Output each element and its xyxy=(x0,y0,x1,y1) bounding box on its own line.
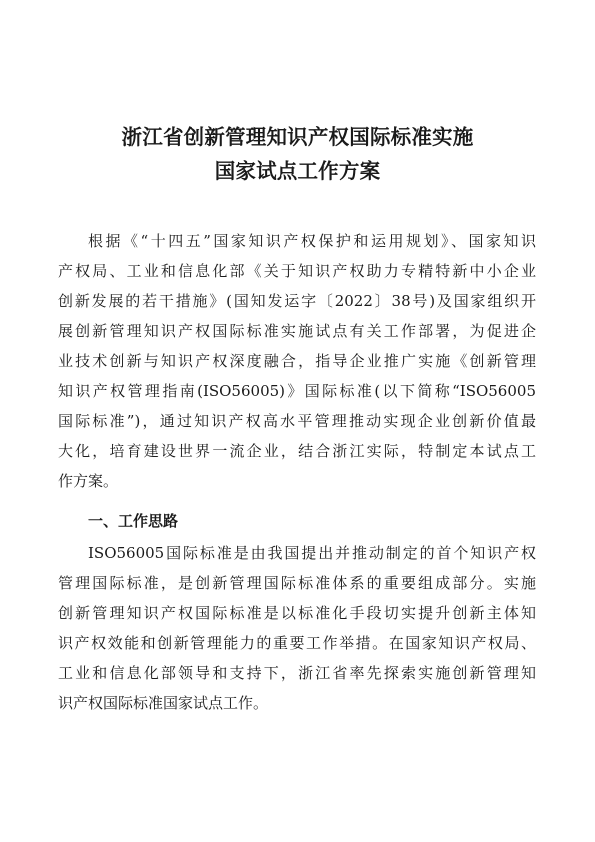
paragraph-1-line: 业技术创新与知识产权深度融合，指导企业推广实施《创新管理 xyxy=(58,352,536,370)
paragraph-1-line: 根据《“十四五”国家知识产权保护和运用规划》、国家知识 xyxy=(88,232,536,250)
document-title-line-2: 国家试点工作方案 xyxy=(214,159,381,183)
paragraph-2-line: 管理国际标准，是创新管理国际标准体系的重要组成部分。实施 xyxy=(58,574,536,592)
paragraph-1-line: 展创新管理知识产权国际标准实施试点有关工作部署，为促进企 xyxy=(58,322,536,340)
paragraph-2-line: ISO56005国际标准是由我国提出并推动制定的首个知识产权 xyxy=(88,544,536,562)
paragraph-2-line: 创新管理知识产权国际标准是以标准化手段切实提升创新主体知 xyxy=(58,604,536,622)
section-heading: 一、工作思路 xyxy=(88,512,179,530)
paragraph-1-line: 大化，培育建设世界一流企业，结合浙江实际，特制定本试点工 xyxy=(58,442,536,460)
paragraph-1-line: 产权局、工业和信息化部《关于知识产权助力专精特新中小企业 xyxy=(58,262,536,280)
paragraph-2-line: 识产权效能和创新管理能力的重要工作举措。在国家知识产权局、 xyxy=(58,634,536,652)
paragraph-1-line: 知识产权管理指南(ISO56005)》国际标准(以下简称“ISO56005 xyxy=(58,382,536,400)
paragraph-1-line: 创新发展的若干措施》(国知发运字〔2022〕38号)及国家组织开 xyxy=(58,292,536,310)
paragraph-1-line: 作方案。 xyxy=(58,472,119,490)
paragraph-2-line: 识产权国际标准国家试点工作。 xyxy=(58,694,269,712)
document-title-line-1: 浙江省创新管理知识产权国际标准实施 xyxy=(121,125,474,149)
paragraph-2-line: 工业和信息化部领导和支持下，浙江省率先探索实施创新管理知 xyxy=(58,664,536,682)
paragraph-1-line: 国际标准”)，通过知识产权高水平管理推动实现企业创新价值最 xyxy=(58,412,536,430)
